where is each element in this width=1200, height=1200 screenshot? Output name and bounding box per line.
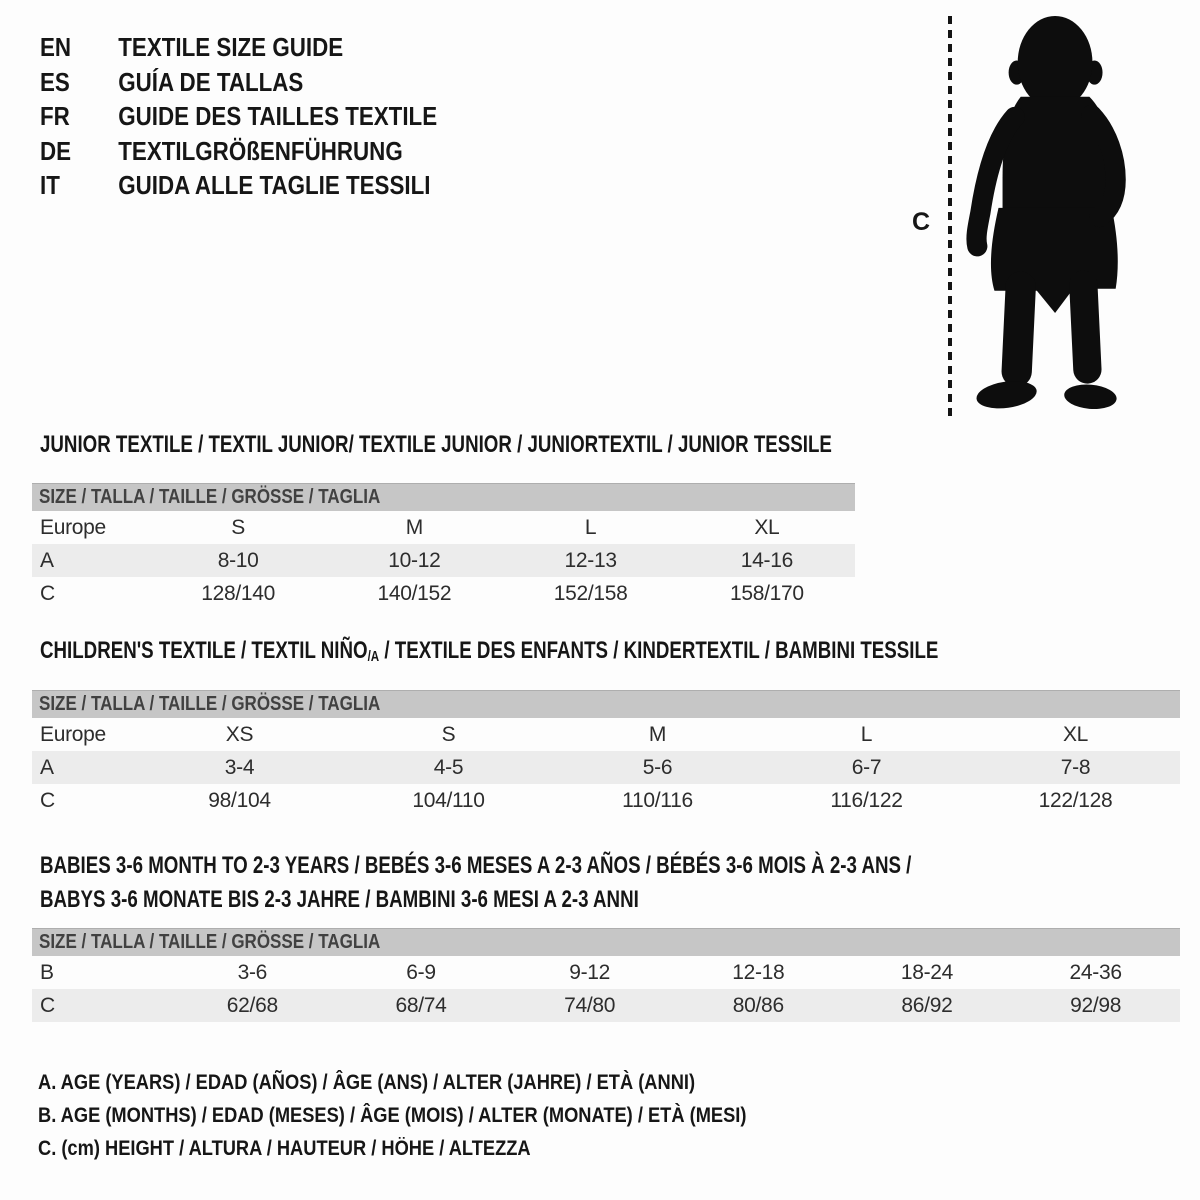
size-cell: 18-24 (900, 960, 954, 984)
size-cell: 152/158 (553, 581, 628, 605)
row-label: C (40, 788, 55, 812)
table-row (32, 544, 855, 577)
size-cell: 158/170 (729, 581, 804, 605)
row-label: C (40, 581, 55, 605)
size-cell: 122/128 (1038, 788, 1113, 812)
size-cell: 12-18 (732, 960, 785, 984)
table-row (32, 956, 1180, 989)
size-cell: 68/74 (395, 993, 447, 1017)
children-size-table (32, 718, 1180, 817)
size-cell: 6-9 (406, 960, 436, 984)
legend-line-b: B. AGE (MONTHS) / EDAD (MESES) / ÂGE (MOIS) / ALTER (MONATE) / ETÀ (MESI) (38, 1104, 747, 1127)
size-cell: 62/68 (226, 993, 278, 1017)
babies-size-table (32, 956, 1180, 1022)
language-row-es (40, 67, 502, 102)
height-dashed-line (948, 16, 952, 420)
size-cell: S (231, 515, 245, 539)
section-babies-textile (32, 849, 1180, 1022)
language-title-list (40, 32, 502, 205)
section-heading-children: CHILDREN'S TEXTILE / TEXTIL NIÑO/A / TEXTILE DES ENFANTS / KINDERTEXTIL / BAMBINI TESSILE (40, 637, 939, 665)
language-code: ES (40, 66, 70, 97)
size-cell: 92/98 (1070, 993, 1122, 1017)
legend-line-c: C. (cm) HEIGHT / ALTURA / HAUTEUR / HÖHE / ALTEZZA (38, 1137, 531, 1160)
size-cell: 3-6 (237, 960, 268, 984)
size-cell: M (648, 722, 667, 746)
row-label: B (40, 960, 54, 984)
language-code: DE (40, 135, 72, 166)
size-cell: 74/80 (564, 993, 616, 1017)
size-cell: XL (754, 515, 780, 539)
size-cell: 4-5 (433, 755, 464, 779)
size-cell: 140/152 (377, 581, 452, 605)
table-row (32, 577, 855, 610)
row-label: Europe (40, 515, 106, 539)
size-cell: 116/122 (830, 788, 903, 812)
row-label: A (40, 755, 54, 779)
size-cell: 5-6 (642, 755, 673, 779)
language-code: FR (40, 101, 70, 131)
size-cell: 24-36 (1069, 960, 1122, 984)
size-cell: 3-4 (224, 755, 255, 779)
size-cell: 8-10 (217, 548, 259, 572)
junior-size-table (32, 511, 855, 610)
size-cell: 98/104 (208, 788, 271, 812)
language-row-it (40, 170, 502, 205)
language-code: IT (40, 170, 60, 200)
size-cell: 10-12 (388, 548, 441, 572)
language-row-de (40, 136, 502, 171)
legend-line-a: A. AGE (YEARS) / EDAD (AÑOS) / ÂGE (ANS) / ALTER (JAHRE) / ETÀ (ANNI) (38, 1071, 696, 1094)
size-cell: 80/86 (732, 993, 784, 1017)
table-row (32, 784, 1180, 817)
size-cell: L (860, 722, 873, 746)
guide-title: TEXTILE SIZE GUIDE (118, 32, 344, 62)
guide-title: GUIDA ALLE TAGLIE TESSILI (118, 170, 431, 200)
size-cell: XS (225, 722, 254, 746)
table-row (32, 511, 855, 544)
section-heading-babies: BABIES 3-6 MONTH TO 2-3 YEARS / BEBÉS 3-6 MESES A 2-3 AÑOS / BÉBÉS 3-6 MOIS À 2-3 ANS / BABYS 3-6 MONATE BIS 2-3 JAHRE / BAMBINI 3-6 MESI A 2-3 ANNI (40, 852, 912, 913)
size-cell: 128/140 (201, 581, 276, 605)
language-code: EN (40, 32, 72, 62)
table-row (32, 989, 1180, 1022)
guide-title: TEXTILGRÖßENFÜHRUNG (118, 135, 403, 166)
table-row (32, 718, 1180, 751)
language-row-en (40, 32, 502, 67)
language-row-fr (40, 101, 502, 136)
guide-title: GUÍA DE TALLAS (118, 66, 304, 97)
height-measure-label: C (912, 208, 931, 236)
table-row (32, 751, 1180, 784)
size-header-bar: SIZE / TALLA / TAILLE / GRÖSSE / TAGLIA (32, 928, 1180, 956)
size-header-bar: SIZE / TALLA / TAILLE / GRÖSSE / TAGLIA (32, 483, 855, 511)
size-cell: 86/92 (901, 993, 953, 1017)
guide-title: GUIDE DES TAILLES TEXTILE (118, 101, 438, 131)
size-cell: 14-16 (740, 548, 793, 572)
section-heading-junior: JUNIOR TEXTILE / TEXTIL JUNIOR/ TEXTILE JUNIOR / JUNIORTEXTIL / JUNIOR TESSILE (40, 431, 832, 458)
size-cell: 104/110 (412, 788, 485, 812)
measure-legend (38, 1071, 852, 1170)
section-junior-textile (32, 432, 855, 610)
size-cell: 6-7 (851, 755, 882, 779)
row-label: C (40, 993, 55, 1017)
size-cell: 12-13 (564, 548, 617, 572)
size-header-bar: SIZE / TALLA / TAILLE / GRÖSSE / TAGLIA (32, 690, 1180, 718)
size-cell: 9-12 (569, 960, 611, 984)
size-cell: XL (1062, 722, 1089, 746)
section-children-textile (32, 638, 1180, 817)
size-cell: 7-8 (1060, 755, 1091, 779)
size-cell: 110/116 (622, 788, 693, 812)
size-cell: M (405, 515, 423, 539)
size-cell: L (584, 515, 597, 539)
toddler-silhouette-icon (962, 16, 1134, 420)
size-cell: S (441, 722, 456, 746)
row-label: Europe (40, 722, 106, 746)
row-label: A (40, 548, 54, 572)
